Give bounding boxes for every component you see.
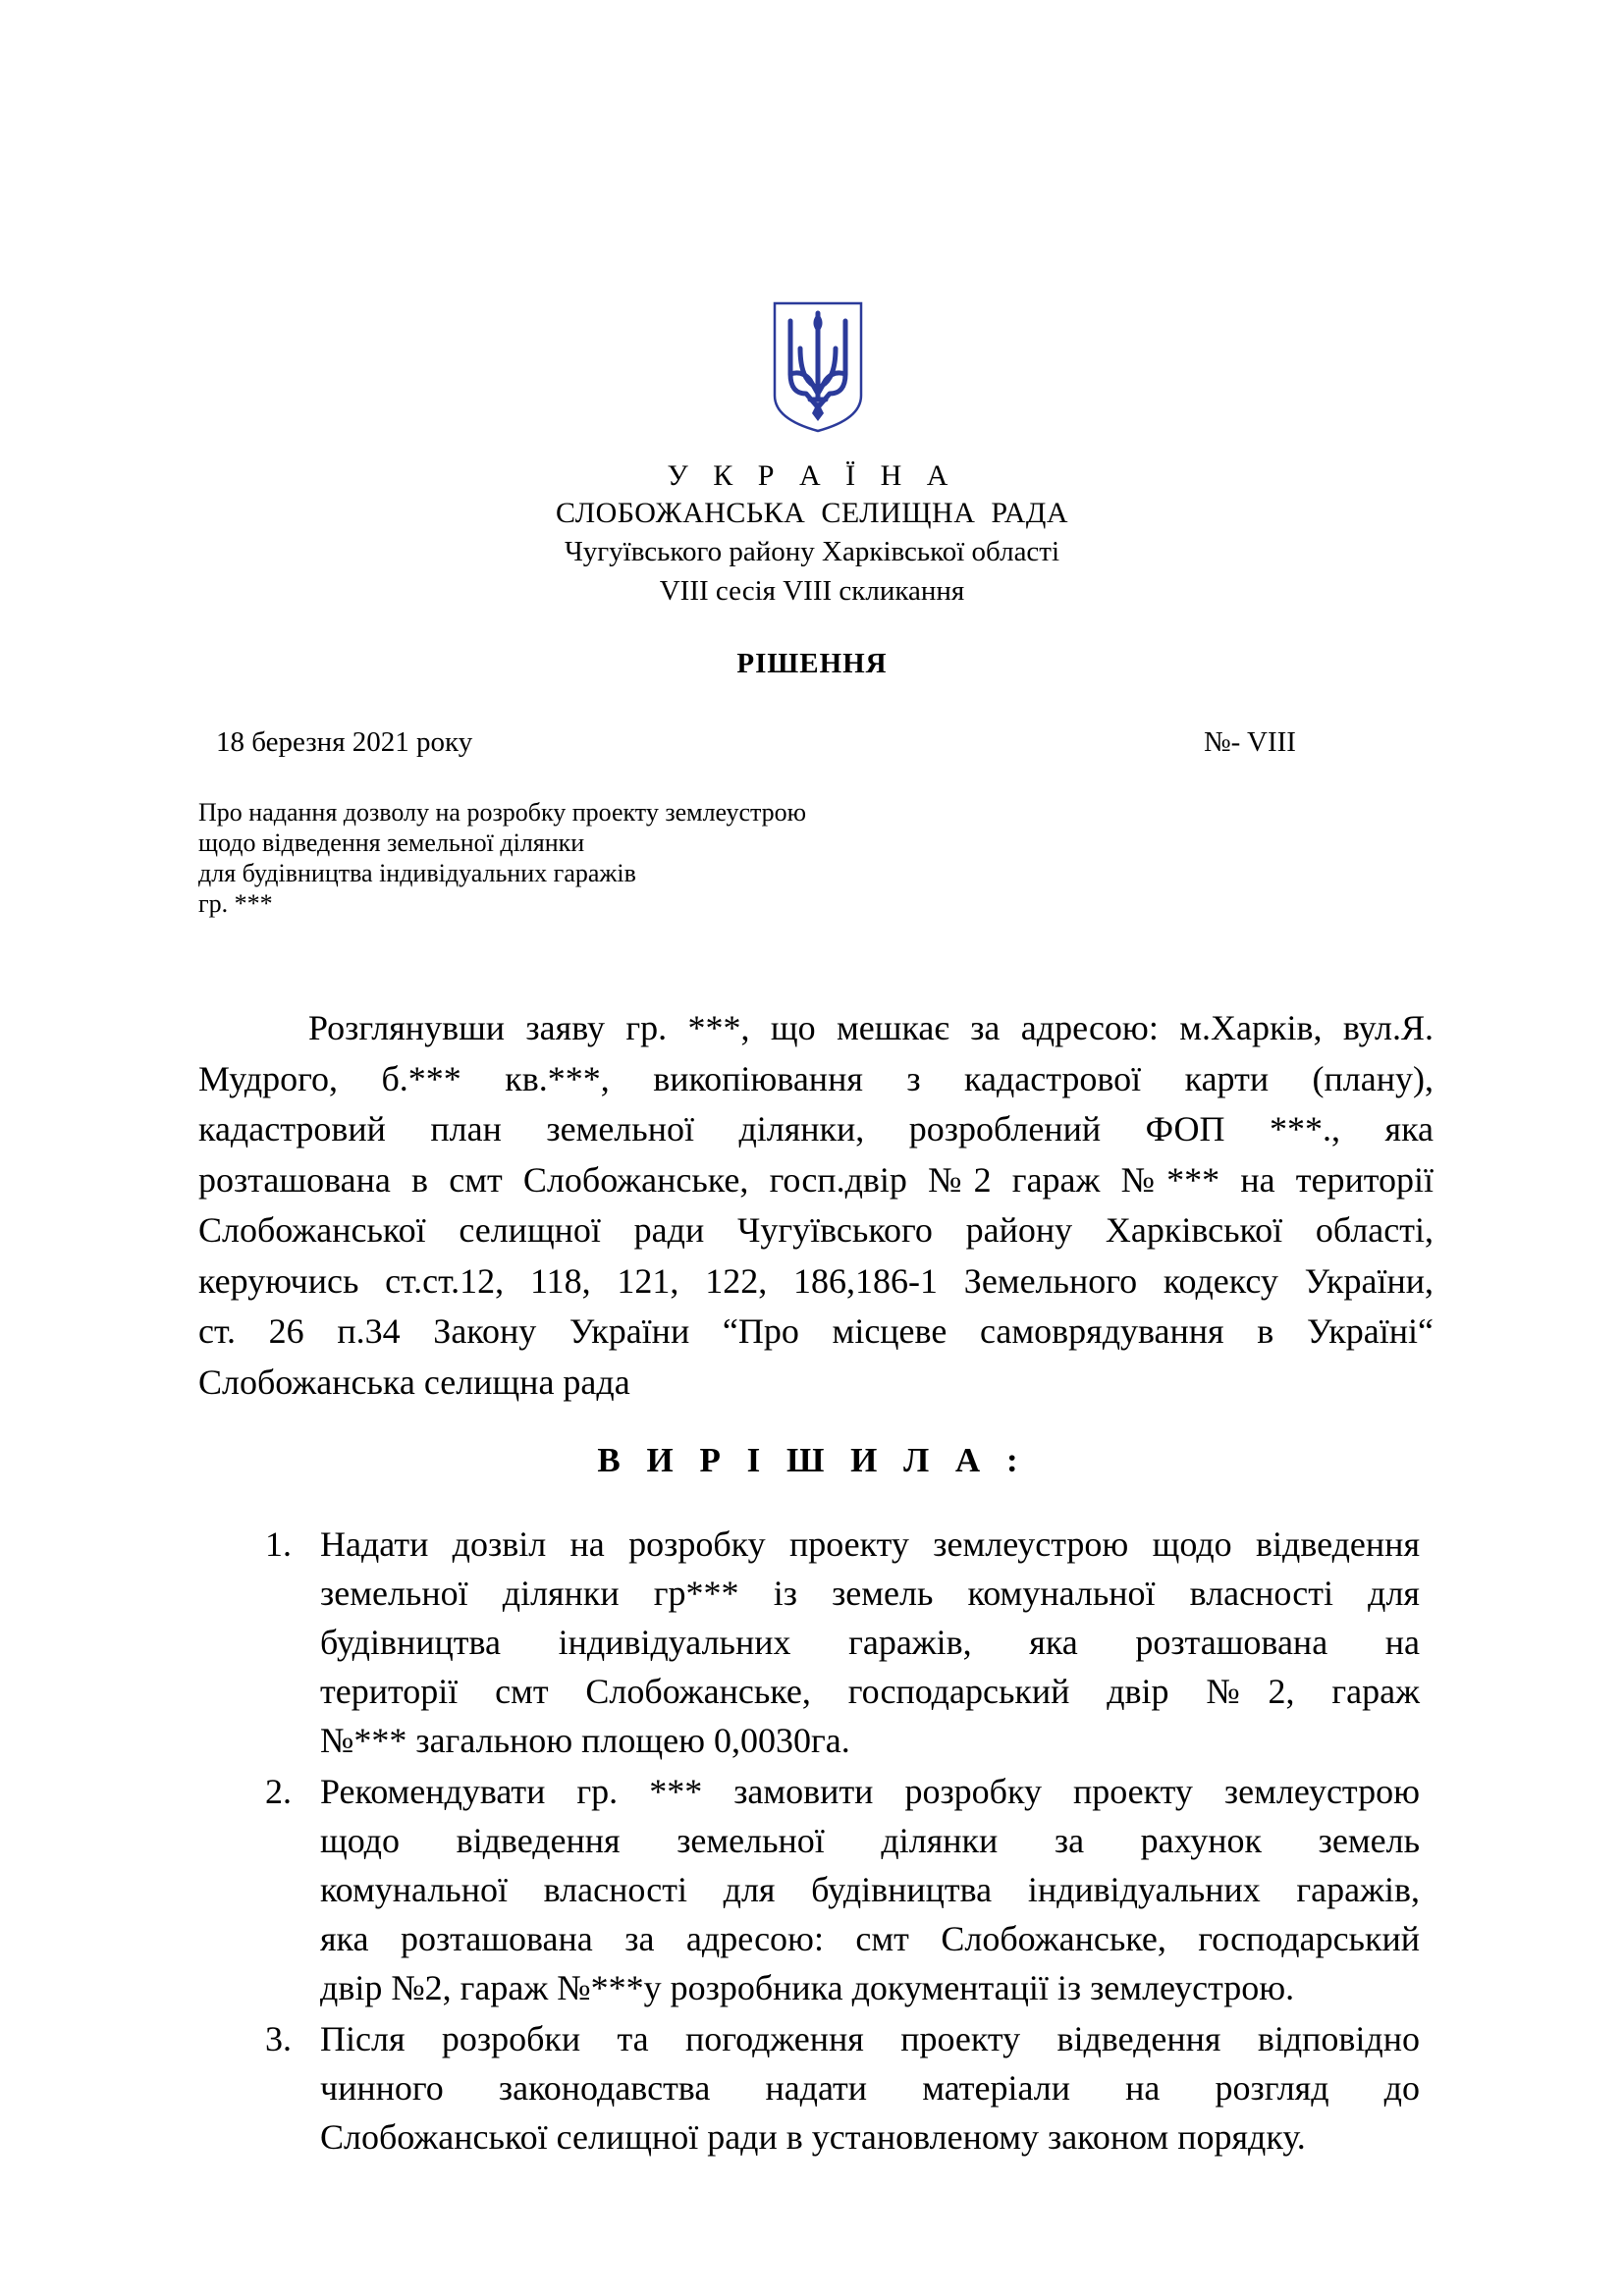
subject-line: гр. *** xyxy=(198,889,273,918)
subject-line: для будівництва індивідуальних гаражів xyxy=(198,859,636,887)
preamble-line: керуючись ст.ст.12, 118, 121, 122, 186,186-1 Земельного кодексу України, xyxy=(198,1260,1434,1301)
decision-subject xyxy=(198,797,806,919)
item-number: 2. xyxy=(265,1772,292,1811)
preamble-line: кадастровий план земельної ділянки, розроблений ФОП ***., яка xyxy=(198,1109,1434,1148)
decision-date: 18 березня 2021 року xyxy=(216,726,473,758)
decision-number: №- VIII xyxy=(1204,726,1296,758)
list-item xyxy=(265,1520,1420,1765)
item-line: Надати дозвіл на розробку проекту землеустрою щодо відведення xyxy=(320,1524,1420,1564)
list-item xyxy=(265,2014,1420,2162)
session-info: VIII сесія VIII скликання xyxy=(659,575,965,607)
preamble-paragraph xyxy=(198,1003,1434,1408)
preamble-line: Слобожанська селищна рада xyxy=(198,1362,630,1402)
item-line: №*** загальною площею 0,0030га. xyxy=(320,1721,850,1760)
item-line: Рекомендувати гр. *** замовити розробку проекту землеустрою xyxy=(320,1772,1420,1811)
preamble-line: розташована в смт Слобожанське, госп.двір №2 гараж №*** на території xyxy=(198,1159,1434,1200)
council-name: СЛОБОЖАНСЬКА СЕЛИЩНА РАДА xyxy=(555,497,1069,529)
item-number: 3. xyxy=(265,2019,292,2058)
district-name: Чугуївського району Харківської області xyxy=(564,536,1060,567)
trident-coat-of-arms-icon xyxy=(771,299,865,435)
subject-line: Про надання дозволу на розробку проекту землеустрою xyxy=(198,798,807,827)
preamble-line: Слобожанської селищної ради Чугуївського району Харківської області, xyxy=(198,1210,1434,1250)
list-item xyxy=(265,1767,1420,2012)
item-line: земельної ділянки гр*** із земель комунальної власності для xyxy=(320,1574,1420,1613)
preamble-line: Мудрого, б.*** кв.***, викопіювання з кадастрової карти (плану), xyxy=(198,1058,1434,1098)
item-line: щодо відведення земельної ділянки за рахунок земель xyxy=(320,1821,1420,1860)
country-name: У К Р А Ї Н А xyxy=(667,459,957,492)
item-line: чинного законодавства надати матеріали на розгляд до xyxy=(320,2068,1420,2108)
item-line: Слобожанської селищної ради в установленому законом порядку. xyxy=(320,2117,1306,2157)
subject-line: щодо відведення земельної ділянки xyxy=(198,828,585,857)
item-line: Після розробки та погодження проекту відведення відповідно xyxy=(320,2019,1420,2058)
preamble-line: Розглянувши заяву гр. ***, що мешкає за адресою: м.Харків, вул.Я. xyxy=(308,1008,1434,1047)
item-line: яка розташована за адресою: смт Слобожанське, господарський xyxy=(320,1919,1420,1958)
item-line: комунальної власності для будівництва індивідуальних гаражів, xyxy=(320,1870,1420,1909)
decision-title: РІШЕННЯ xyxy=(736,648,888,679)
item-line: території смт Слобожанське, господарський двір №2, гараж xyxy=(320,1672,1420,1711)
item-line: двір №2, гараж №***у розробника документації із землеустрою. xyxy=(320,1968,1295,2007)
preamble-line: ст. 26 п.34 Закону України “Про місцеве самоврядування в Україні“ xyxy=(198,1311,1434,1351)
resolved-heading: В И Р І Ш И Л А : xyxy=(597,1441,1027,1479)
item-number: 1. xyxy=(265,1524,292,1564)
item-line: будівництва індивідуальних гаражів, яка розташована на xyxy=(320,1623,1420,1662)
decision-items-list xyxy=(265,1520,1420,2162)
